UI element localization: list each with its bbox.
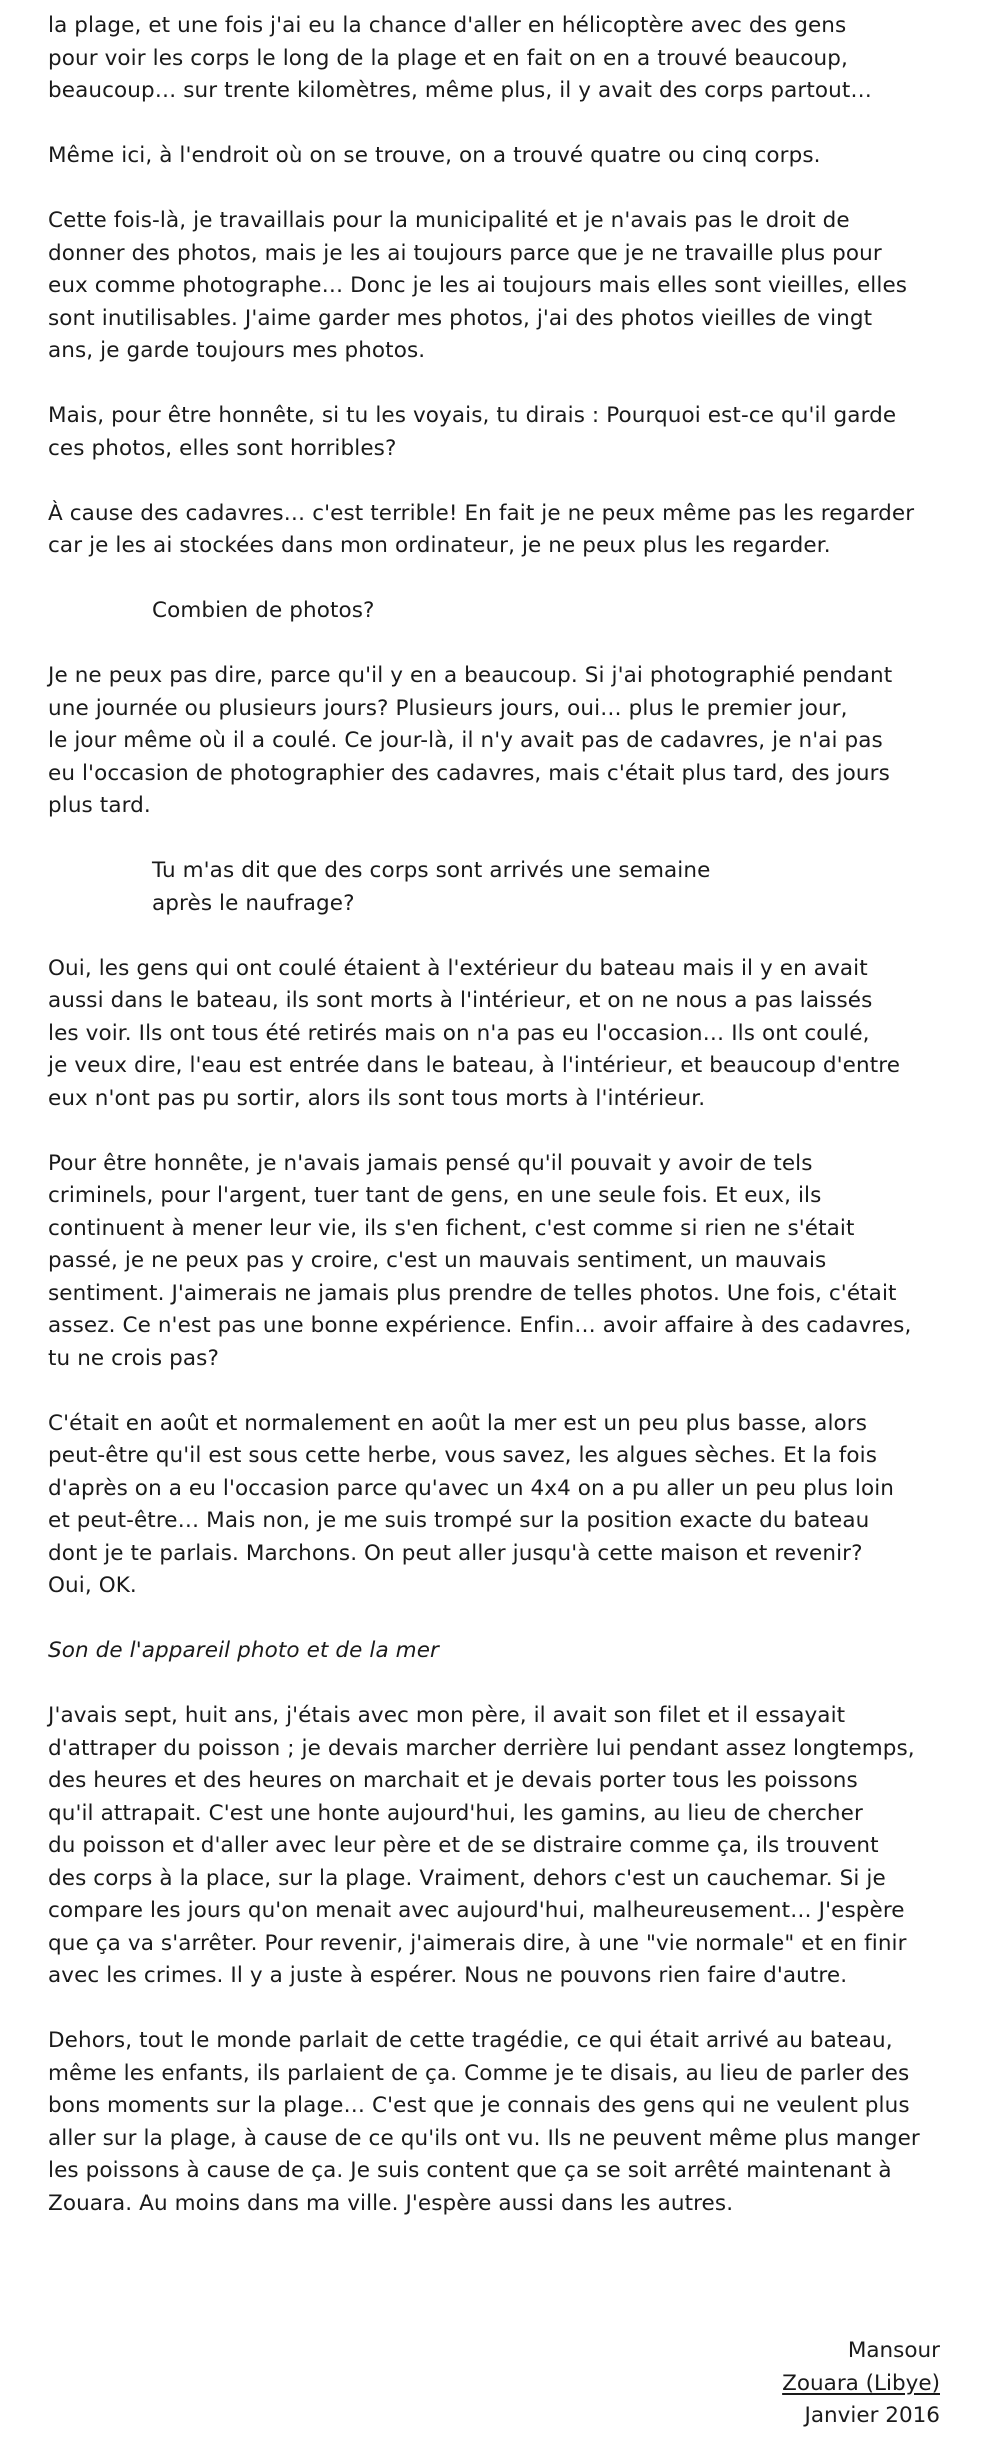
paragraph: À cause des cadavres… c'est terrible! En fait je ne peux même pas les regarder car je les ai stockées dans mon ordinateur, je ne peux plus les regarder. bbox=[48, 500, 915, 558]
stage-direction: Son de l'appareil photo et de la mer bbox=[48, 1638, 439, 1663]
author-date: Janvier 2016 bbox=[804, 2403, 940, 2428]
paragraph: Mais, pour être honnête, si tu les voyais, tu dirais : Pourquoi est-ce qu'il garde ces photos, elles sont horribles? bbox=[48, 403, 897, 461]
paragraph: Oui, les gens qui ont coulé étaient à l'extérieur du bateau mais il y en avait aussi dans le bateau, ils sont morts à l'intérieur, et on ne nous a pas laissés les voir. Ils ont tous été retirés mais on n'a pas eu l'occasion… Ils ont coulé, je veux dire, l'eau est entrée dans le bateau, à l'intérieur, et beaucoup d'entre eux n'ont pas pu sortir, alors ils sont tous morts à l'intérieur. bbox=[48, 955, 901, 1111]
author-place: Zouara (Libye) bbox=[782, 2370, 940, 2396]
interviewer-question: Combien de photos? bbox=[152, 598, 375, 623]
paragraph: Même ici, à l'endroit où on se trouve, on a trouvé quatre ou cinq corps. bbox=[48, 143, 821, 168]
paragraph: J'avais sept, huit ans, j'étais avec mon père, il avait son filet et il essayait d'attraper du poisson ; je devais marcher derrière lui pendant assez longtemps, des heures et des heures on marchait et je devais porter tous les poissons qu'il attrapait. C'est une honte aujourd'hui, les gamins, au lieu de chercher du poisson et d'aller avec leur père et de se distraire comme ça, ils trouvent des corps à la place, sur la plage. Vraiment, dehors c'est un cauchemar. Si je compare les jours qu'on menait avec aujourd'hui, malheureusement… J'espère que ça va s'arrêter. Pour revenir, j'aimerais dire, à une "vie normale" et en finir avec les crimes. Il y a juste à espérer. Nous ne pouvons rien faire d'autre. bbox=[48, 1703, 915, 1988]
paragraph: Dehors, tout le monde parlait de cette tragédie, ce qui était arrivé au bateau, même les enfants, ils parlaient de ça. Comme je te disais, au lieu de parler des bons moments sur la plage… C'est que je connais des gens qui ne veulent plus aller sur la plage, à cause de ce qu'ils ont vu. Ils ne peuvent même plus manger les poissons à cause de ça. Je suis content que ça se soit arrêté maintenant à Zouara. Au moins dans ma ville. J'espère aussi dans les autres. bbox=[48, 2028, 920, 2216]
signature-block bbox=[782, 2335, 940, 2433]
paragraph: la plage, et une fois j'ai eu la chance d'aller en hélicoptère avec des gens pour voir les corps le long de la plage et en fait on en a trouvé beaucoup, beaucoup… sur trente kilomètres, même plus, il y avait des corps partout… bbox=[48, 13, 872, 103]
author-name: Mansour bbox=[847, 2338, 940, 2363]
interviewer-question: Tu m'as dit que des corps sont arrivés une semaine après le naufrage? bbox=[152, 858, 711, 916]
document-body bbox=[48, 10, 948, 2253]
paragraph: C'était en août et normalement en août la mer est un peu plus basse, alors peut-être qu'il est sous cette herbe, vous savez, les algues sèches. Et la fois d'après on a eu l'occasion parce qu'avec un 4x4 on a pu aller un peu plus loin et peut-être… Mais non, je me suis trompé sur la position exacte du bateau dont je te parlais. Marchons. On peut aller jusqu'à cette maison et revenir? Oui, OK. bbox=[48, 1410, 894, 1598]
paragraph: Cette fois-là, je travaillais pour la municipalité et je n'avais pas le droit de donner des photos, mais je les ai toujours parce que je ne travaille plus pour eux comme photographe… Donc je les ai toujours mais elles sont vieilles, elles sont inutilisables. J'aime garder mes photos, j'ai des photos vieilles de vingt ans, je garde toujours mes photos. bbox=[48, 208, 908, 363]
paragraph: Je ne peux pas dire, parce qu'il y en a beaucoup. Si j'ai photographié pendant une journée ou plusieurs jours? Plusieurs jours, oui… plus le premier jour, le jour même où il a coulé. Ce jour-là, il n'y avait pas de cadavres, je n'ai pas eu l'occasion de photographier des cadavres, mais c'était plus tard, des jours plus tard. bbox=[48, 663, 893, 818]
paragraph: Pour être honnête, je n'avais jamais pensé qu'il pouvait y avoir de tels criminels, pour l'argent, tuer tant de gens, en une seule fois. Et eux, ils continuent à mener leur vie, ils s'en fichent, c'est comme si rien ne s'était passé, je ne peux pas y croire, c'est un mauvais sentiment, un mauvais sentiment. J'aimerais ne jamais plus prendre de telles photos. Une fois, c'était assez. Ce n'est pas une bonne expérience. Enfin… avoir affaire à des cadavres, tu ne crois pas? bbox=[48, 1150, 912, 1371]
